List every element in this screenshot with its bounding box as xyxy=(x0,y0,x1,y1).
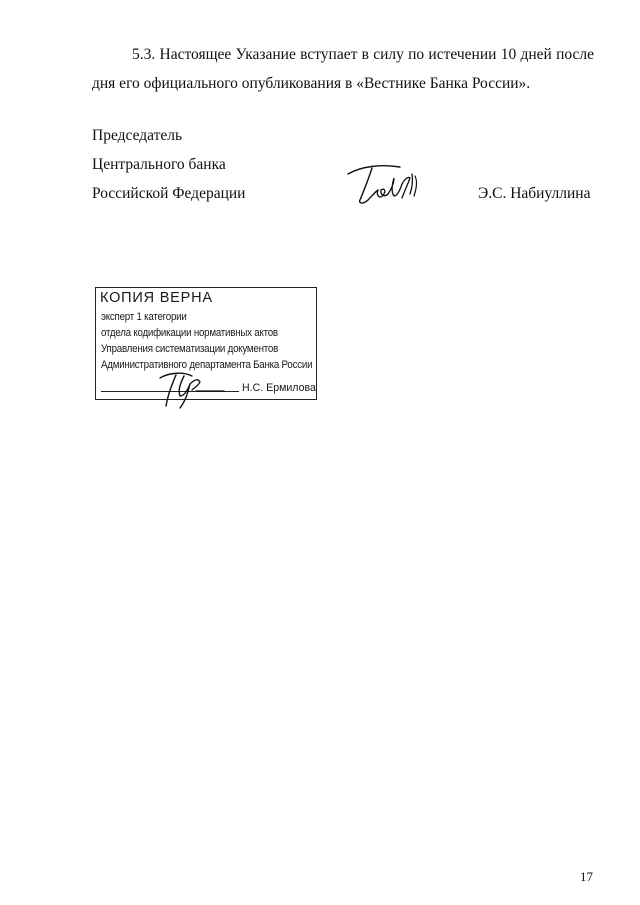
signatory-name: Э.С. Набиуллина xyxy=(478,185,591,202)
handwritten-signature xyxy=(342,160,432,210)
page-number: 17 xyxy=(580,869,593,884)
signatory-title-line-3: Российской Федерации xyxy=(92,185,246,202)
stamp-line-department: отдела кодификации нормативных актов xyxy=(101,327,278,339)
paragraph-5-3 xyxy=(92,40,594,98)
stamp-signer-name: Н.С. Ермилова xyxy=(242,382,316,394)
stamp-title: КОПИЯ ВЕРНА xyxy=(100,290,213,306)
signatory-title-line-1: Председатель xyxy=(92,127,183,144)
signatory-title xyxy=(92,121,245,208)
stamp-handwritten-signature xyxy=(146,366,226,410)
stamp-line-position: эксперт 1 категории xyxy=(101,311,187,323)
certified-copy-stamp xyxy=(95,287,317,400)
signatory-title-line-2: Центрального банка xyxy=(92,156,226,173)
stamp-line-administration: Административного департамента Банка России xyxy=(101,359,313,371)
paragraph-line-2: дня его официального опубликования в «Вестнике Банка России». xyxy=(92,75,531,92)
stamp-line-directorate: Управления систематизации документов xyxy=(101,343,279,355)
paragraph-line-1: 5.3. Настоящее Указание вступает в силу по истечении 10 дней после xyxy=(132,46,594,63)
